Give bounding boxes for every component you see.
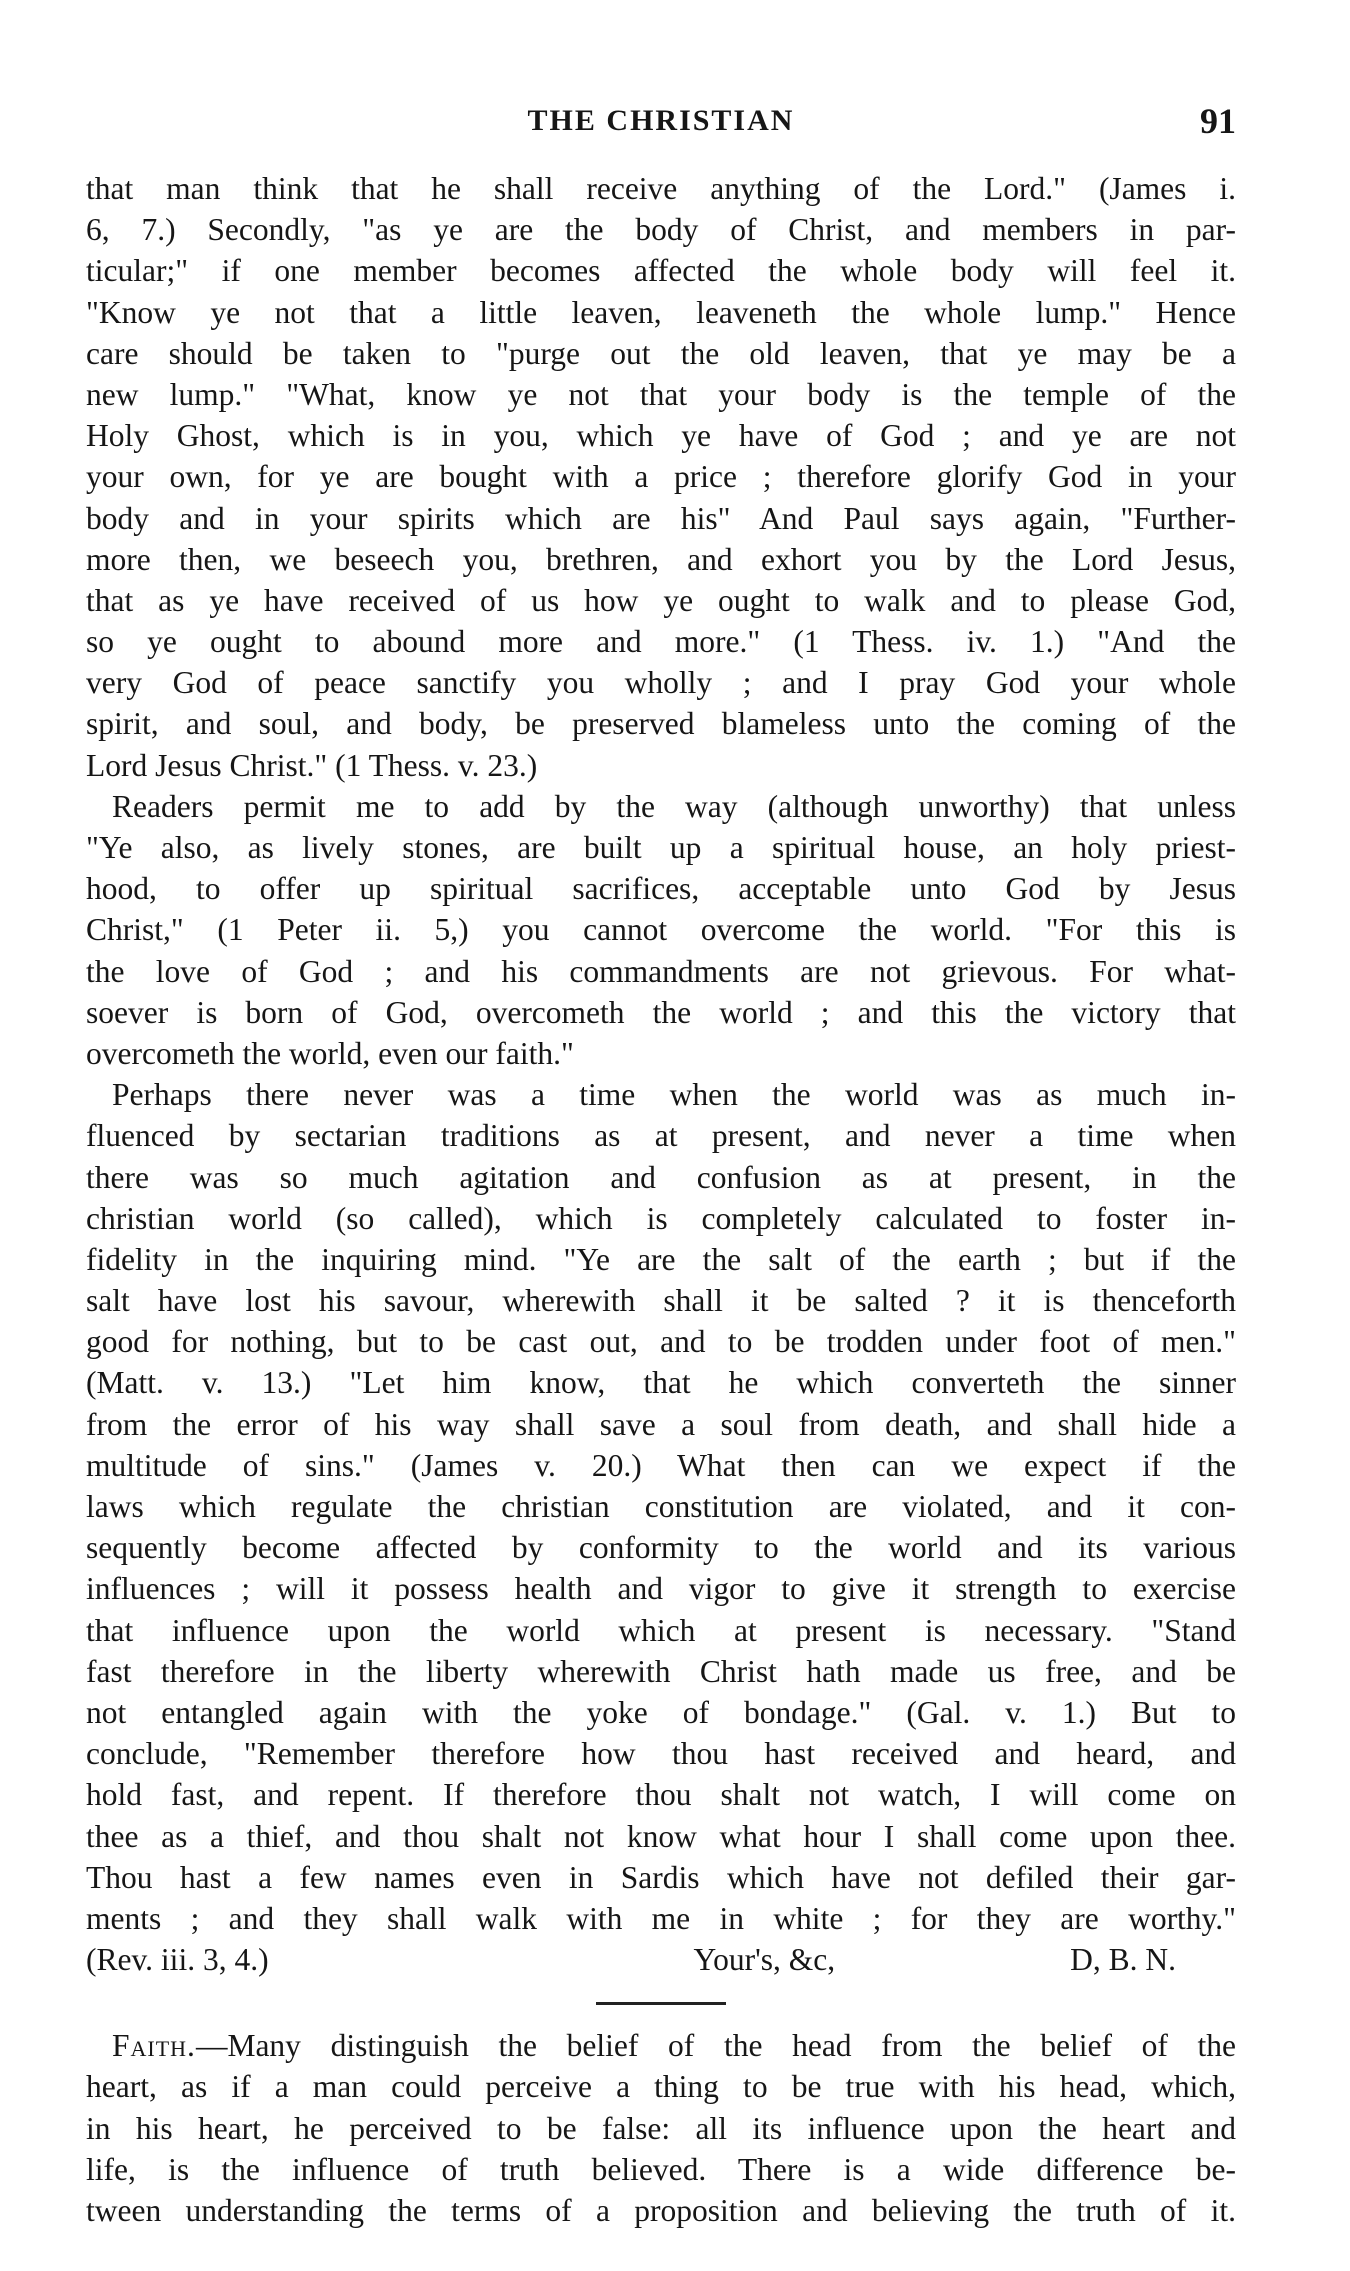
running-title: THE CHRISTIAN [527,104,795,137]
text-line: christian world (so called), which is completely calculated to foster in- [86,1200,1236,1236]
text-line: in his heart, he perceived to be false: all its influence upon the heart and [86,2110,1236,2146]
page-header [86,101,1236,154]
text-line: soever is born of God, overcometh the world ; and this the victory that [86,994,1236,1030]
text-line: fast therefore in the liberty wherewith Christ hath made us free, and be [86,1653,1236,1689]
text-line: fluenced by sectarian traditions as at present, and never a time when [86,1118,1236,1154]
text-line: Lord Jesus Christ." (1 Thess. v. 23.) [86,747,538,783]
signoff-closing: Your's, &c, [693,1942,836,1978]
letter-text [86,168,1236,1939]
text-line: new lump." "What, know ye not that your body is the temple of the [86,376,1236,412]
text-line: sequently become affected by conformity to the world and its various [86,1530,1236,1566]
section-divider [596,2002,726,2005]
text-line: multitude of sins." (James v. 20.) What then can we expect if the [86,1447,1236,1483]
letter-signoff [86,1939,1236,1980]
text-line: life, is the influence of truth believed. There is a wide difference be- [86,2151,1236,2187]
text-line: care should be taken to "purge out the old leaven, that ye may be a [86,335,1236,371]
text-line: fidelity in the inquiring mind. "Ye are the salt of the earth ; but if the [86,1241,1236,1277]
text-line: that as ye have received of us how ye ought to walk and to please God, [86,582,1236,618]
text-line: salt have lost his savour, wherewith shall it be salted ? it is thenceforth [86,1283,1236,1319]
text-line: laws which regulate the christian constitution are violated, and it con- [86,1489,1236,1524]
text-line: so ye ought to abound more and more." (1 Thess. iv. 1.) "And the [86,624,1236,660]
text-line: Perhaps there never was a time when the world was as much in- [112,1077,1236,1113]
section-heading: Faith. [112,2028,196,2064]
signoff-reference: (Rev. iii. 3, 4.) [86,1942,269,1978]
text-line: conclude, "Remember therefore how thou hast received and heard, and [86,1736,1236,1772]
text-line: the love of God ; and his commandments are not grievous. For what- [86,953,1236,989]
faith-section [86,2025,1236,2231]
text-line: that influence upon the world which at present is necessary. "Stand [86,1612,1236,1648]
text-line: hood, to offer up spiritual sacrifices, acceptable unto God by Jesus [86,871,1236,907]
text-line: body and in your spirits which are his" And Paul says again, "Further- [86,500,1236,536]
text-line: Readers permit me to add by the way (although unworthy) that unless [112,788,1236,824]
text-line: ments ; and they shall walk with me in white ; for they are worthy." [86,1900,1236,1936]
text-span: —Many distinguish the belief of the head from the belief of the [195,2028,1236,2064]
text-line: Christ," (1 Peter ii. 5,) you cannot overcome the world. "For this is [86,912,1236,948]
page-body [86,168,1236,2231]
text-line: good for nothing, but to be cast out, and to be trodden under foot of men." [86,1324,1236,1360]
text-line: not entangled again with the yoke of bondage." (Gal. v. 1.) But to [86,1694,1236,1730]
text-line: ticular;" if one member becomes affected the whole body will feel it. [86,253,1236,289]
text-line: "Know ye not that a little leaven, leaveneth the whole lump." Hence [86,294,1236,330]
text-line: your own, for ye are bought with a price ; therefore glorify God in your [86,459,1236,495]
text-line: influences ; will it possess health and vigor to give it strength to exercise [86,1571,1236,1607]
text-line [86,2025,1236,2066]
text-line: from the error of his way shall save a soul from death, and shall hide a [86,1406,1236,1442]
text-line: (Matt. v. 13.) "Let him know, that he which converteth the sinner [86,1365,1236,1401]
text-line: thee as a thief, and thou shalt not know what hour I shall come upon thee. [86,1818,1236,1854]
text-line: 6, 7.) Secondly, "as ye are the body of Christ, and members in par- [86,212,1236,248]
text-line: overcometh the world, even our faith." [86,1035,574,1071]
text-line: tween understanding the terms of a proposition and believing the truth of it. [86,2193,1236,2228]
text-line: there was so much agitation and confusion as at present, in the [86,1159,1236,1195]
text-line: spirit, and soul, and body, be preserved blameless unto the coming of the [86,706,1236,742]
signoff-initials: D, B. N. [1070,1942,1176,1978]
text-line: Holy Ghost, which is in you, which ye have of God ; and ye are not [86,418,1236,454]
text-line: heart, as if a man could perceive a thing to be true with his head, which, [86,2069,1236,2105]
text-line: "Ye also, as lively stones, are built up a spiritual house, an holy priest- [86,830,1236,865]
text-line: Thou hast a few names even in Sardis which have not defiled their gar- [86,1859,1236,1895]
page-number: 91 [1200,101,1236,141]
text-line: that man think that he shall receive anything of the Lord." (James i. [86,171,1236,206]
text-line: hold fast, and repent. If therefore thou shalt not watch, I will come on [86,1777,1236,1813]
text-line: very God of peace sanctify you wholly ; and I pray God your whole [86,665,1236,701]
text-line: more then, we beseech you, brethren, and exhort you by the Lord Jesus, [86,541,1236,577]
